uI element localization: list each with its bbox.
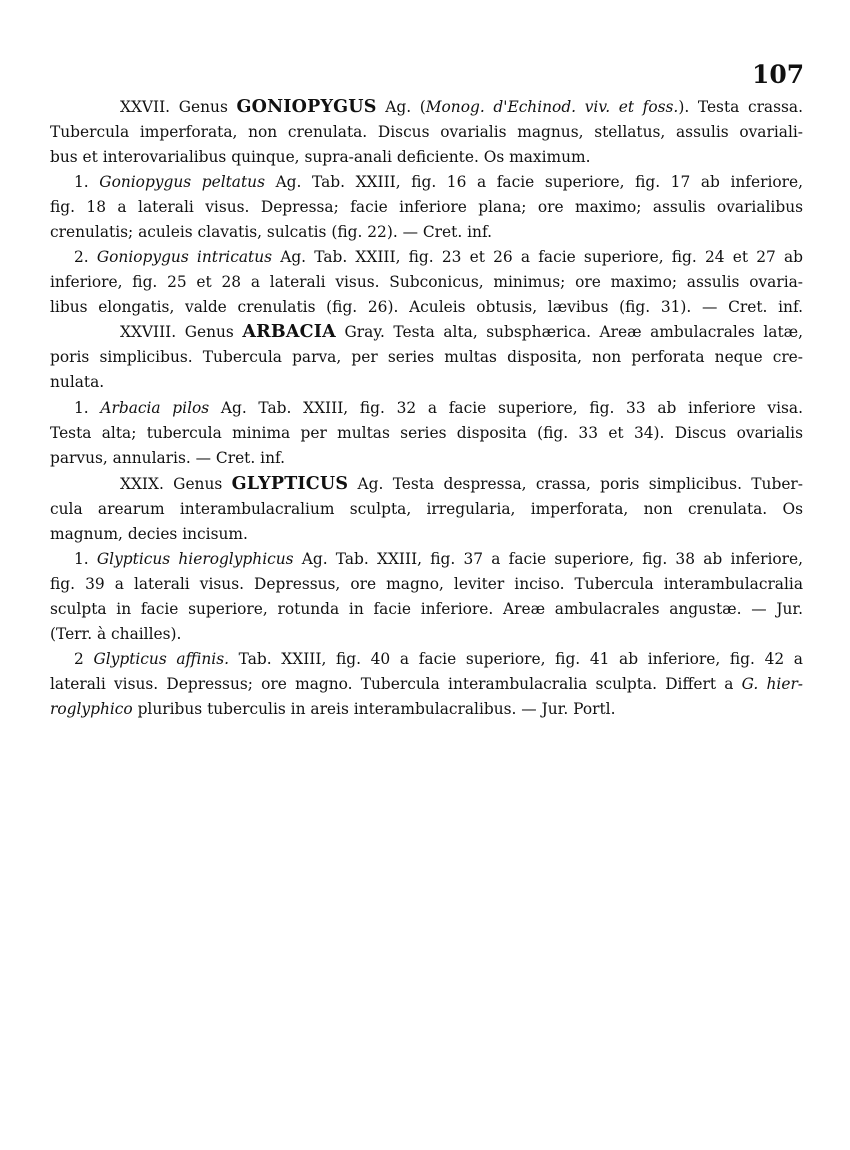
italic-text: Goniopygus peltatus — [99, 173, 265, 191]
text-segment: Ag. Tab. XXIII, fig. 32 a facie superiore, fig. 33 ab inferiore visa. — [209, 399, 803, 417]
text-line — [50, 472, 803, 497]
text-segment: XXVIII. Genus — [120, 323, 243, 341]
text-line — [50, 320, 803, 345]
text-segment: Tubercula imperforata, non crenulata. Discus ovarialis magnus, stellatus, assulis ovariali- — [50, 123, 803, 141]
text-segment: 1. — [74, 550, 97, 568]
text-line — [50, 697, 803, 722]
text-line — [50, 170, 803, 195]
text-body — [50, 95, 803, 722]
text-line — [50, 597, 803, 622]
text-line — [50, 647, 803, 672]
text-segment: XXVII. Genus — [120, 98, 237, 116]
genus-name: ARBACIA — [242, 322, 336, 342]
text-segment: laterali visus. Depressus; ore magno. Tubercula interambulacralia sculpta. Differt a — [50, 675, 742, 693]
text-segment: 2. — [74, 248, 97, 266]
text-line — [50, 522, 803, 547]
text-segment: magnum, decies incisum. — [50, 525, 248, 543]
italic-text: roglyphico — [50, 700, 133, 718]
text-line — [50, 345, 803, 370]
text-line — [50, 622, 803, 647]
text-segment: Gray. Testa alta, subsphærica. Areæ ambulacrales latæ, — [335, 323, 803, 341]
text-segment: fig. 39 a laterali visus. Depressus, ore magno, leviter inciso. Tubercula interambulacralia — [50, 575, 803, 593]
text-line — [50, 195, 803, 220]
text-line — [50, 270, 803, 295]
text-segment: libus elongatis, valde crenulatis (fig. 26). Aculeis obtusis, lævibus (fig. 31). — Cret. inf. — [50, 298, 803, 316]
text-line — [50, 295, 803, 320]
italic-text: Arbacia pilos — [100, 399, 210, 417]
text-segment: 1. — [74, 173, 100, 191]
genus-name: GLYPTICUS — [231, 474, 349, 494]
text-segment: parvus, annularis. — Cret. inf. — [50, 449, 286, 467]
text-segment: sculpta in facie superiore, rotunda in facie inferiore. Areæ ambulacrales angustæ. — Jur. — [50, 600, 803, 618]
text-line — [50, 421, 803, 446]
text-line — [50, 572, 803, 597]
text-segment: Tab. XXIII, fig. 40 a facie superiore, fig. 41 ab inferiore, fig. 42 a — [229, 650, 803, 668]
text-segment: XXIX. Genus — [120, 475, 232, 493]
text-line — [50, 396, 803, 421]
text-segment: cula arearum interambulacralium sculpta, irregularia, imperforata, non crenulata. Os — [50, 500, 803, 518]
text-segment: 1. — [74, 399, 101, 417]
text-segment: Ag. Tab. XXIII, fig. 23 et 26 a facie superiore, fig. 24 et 27 ab — [272, 248, 803, 266]
text-segment: bus et interovarialibus quinque, supra-anali deficiente. Os maximum. — [50, 148, 591, 166]
text-segment: Ag. ( — [376, 98, 426, 116]
italic-text: G. hier- — [741, 675, 803, 693]
italic-text: Monog. d'Echinod. viv. et foss. — [425, 98, 679, 116]
text-segment: Ag. Testa despressa, crassa, poris simplicibus. Tuber- — [348, 475, 803, 493]
text-line — [50, 220, 803, 245]
text-segment: fig. 18 a laterali visus. Depressa; facie inferiore plana; ore maximo; assulis ovarialibus — [50, 198, 803, 216]
text-segment: Testa alta; tubercula minima per multas series disposita (fig. 33 et 34). Discus ovarialis — [50, 424, 803, 442]
text-segment: Ag. Tab. XXIII, fig. 37 a facie superiore, fig. 38 ab inferiore, — [293, 550, 803, 568]
text-segment: poris simplicibus. Tubercula parva, per series multas disposita, non perforata neque cre- — [50, 348, 803, 366]
italic-text: Goniopygus intricatus — [96, 248, 273, 266]
text-segment: (Terr. à chailles). — [50, 625, 182, 643]
text-line — [50, 547, 803, 572]
text-line — [50, 370, 803, 395]
genus-name: GONIOPYGUS — [236, 97, 377, 117]
text-line — [50, 446, 803, 471]
text-line — [50, 245, 803, 270]
text-segment: 2 — [74, 650, 94, 668]
italic-text: Glypticus hieroglyphicus — [96, 550, 294, 568]
text-segment: pluribus tuberculis in areis interambulacralibus. — Jur. Portl. — [132, 700, 616, 718]
text-line — [50, 497, 803, 522]
text-segment: nulata. — [50, 373, 105, 391]
text-segment: Ag. Tab. XXIII, fig. 16 a facie superiore, fig. 17 ab inferiore, — [264, 173, 803, 191]
text-segment: ). Testa crassa. — [678, 98, 803, 116]
page-number: 107 — [752, 60, 805, 89]
text-line — [50, 672, 803, 697]
text-line — [50, 145, 803, 170]
text-line — [50, 120, 803, 145]
text-segment: crenulatis; aculeis clavatis, sulcatis (fig. 22). — Cret. inf. — [50, 223, 492, 241]
text-line — [50, 95, 803, 120]
text-segment: inferiore, fig. 25 et 28 a laterali visus. Subconicus, minimus; ore maximo; assulis ovaria- — [50, 273, 803, 291]
italic-text: Glypticus affinis. — [93, 650, 230, 668]
